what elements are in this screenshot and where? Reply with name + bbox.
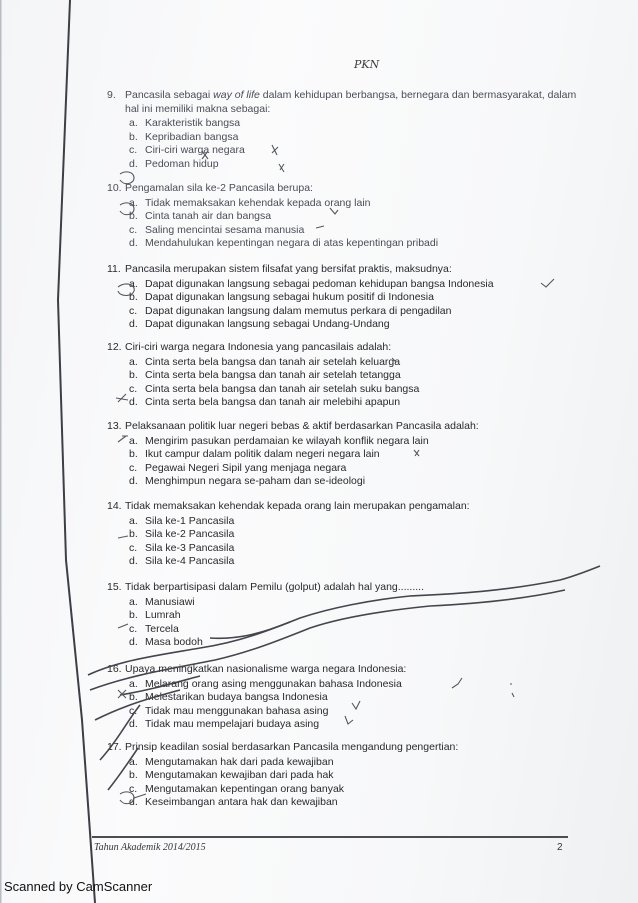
question-stem: 9. Pancasila sebagai way of life dalam kehidupan berbangsa, bernegara dan bermasyarakat, dalam hal ini memiliki makna sebagai: <box>107 89 577 115</box>
option-a: a. Mengirim pasukan perdamaian ke wilayah konflik negara lain <box>129 434 429 447</box>
question-number: 9. <box>107 89 116 101</box>
option-d: d. Dapat digunakan langsung sebagai Undang-Undang <box>129 318 390 331</box>
question-stem: 13. Pelaksanaan politik luar negeri bebas & aktif berdasarkan Pancasila adalah: <box>107 420 479 432</box>
question-number: 14. <box>107 500 122 512</box>
question-stem: 10. Pengamalan sila ke-2 Pancasila berupa: <box>107 182 313 194</box>
option-c: c. Cinta serta bela bangsa dan tanah air setelah suku bangsa <box>129 382 420 395</box>
question-stem: 15. Tidak berpartisipasi dalam Pemilu (golput) adalah hal yang......... <box>107 581 425 593</box>
question-14 <box>107 500 577 569</box>
option-d: d. Sila ke-4 Pancasila <box>129 555 235 568</box>
option-a: a. Tidak memaksakan kehendak kepada orang lain <box>129 196 371 209</box>
option-d: d. Mendahulukan kepentingan negara di atas kepentingan pribadi <box>129 237 439 250</box>
option-c: c. Dapat digunakan langsung dalam memutus perkara di pengadilan <box>129 304 452 317</box>
option-c: c. Tercela <box>129 622 179 635</box>
option-a: a. Manusiawi <box>129 595 195 608</box>
page-number: 2 <box>557 842 563 853</box>
option-c: c. Tidak mau menggunakan bahasa asing <box>129 704 329 717</box>
option-d: d. Masa bodoh <box>129 636 203 649</box>
question-16 <box>107 663 577 732</box>
option-a: a. Mengutamakan hak dari pada kewajiban <box>129 755 334 768</box>
italic-term: way of life <box>213 89 260 101</box>
option-d: d. Keseimbangan antara hak dan kewajiban <box>129 796 338 809</box>
option-b: b. Sila ke-2 Pancasila <box>129 528 235 541</box>
option-a: a. Karakteristik bangsa <box>129 117 241 130</box>
question-number: 11. <box>107 263 121 275</box>
option-c: c. Sila ke-3 Pancasila <box>129 541 235 554</box>
option-a: a. Cinta serta bela bangsa dan tanah air setelah keluarga <box>129 355 401 368</box>
question-stem: 16. Upaya meningkatkan nasionalisme warga negara Indonesia: <box>107 663 407 675</box>
handwritten-subject-mark: PKN <box>354 58 380 71</box>
question-number: 16. <box>107 663 122 675</box>
option-a: a. Sila ke-1 Pancasila <box>129 514 235 527</box>
question-stem: 12. Ciri-ciri warga negara Indonesia yang pancasilais adalah: <box>107 341 392 353</box>
option-c: c. Saling mencintai sesama manusia <box>129 223 305 236</box>
option-b: b. Ikut campur dalam politik dalam negeri negara lain <box>129 448 380 461</box>
question-stem: 11. Pancasila merupakan sistem filsafat yang bersifat praktis, maksudnya: <box>107 263 452 275</box>
question-9 <box>107 89 577 172</box>
question-number: 10. <box>107 182 122 194</box>
question-15 <box>107 581 577 650</box>
option-b: b. Melestarikan budaya bangsa Indonesia <box>129 691 328 704</box>
option-a: a. Dapat digunakan langsung sebagai pedoman kehidupan bangsa Indonesia <box>129 277 494 290</box>
option-b: b. Mengutamakan kewajiban dari pada hak <box>129 769 334 782</box>
option-d: d. Pedoman hidup <box>129 157 219 170</box>
option-b: b. Lumrah <box>129 609 181 622</box>
question-number: 12. <box>107 341 122 353</box>
footer-rule <box>92 836 568 838</box>
question-number: 17. <box>107 741 122 753</box>
question-17 <box>107 741 577 810</box>
question-stem: 14. Tidak memaksakan kehendak kepada orang lain merupakan pengamalan: <box>107 500 470 512</box>
page-fold-crease <box>58 0 95 903</box>
scanner-watermark: Scanned by CamScanner <box>4 879 153 894</box>
question-number: 15. <box>107 581 122 593</box>
question-13 <box>107 420 577 489</box>
question-12 <box>107 341 577 410</box>
question-11 <box>107 263 577 332</box>
option-b: b. Dapat digunakan langsung sebagai hukum positif di Indonesia <box>129 291 434 304</box>
question-10 <box>107 182 577 251</box>
option-b: b. Kepribadian bangsa <box>129 130 239 143</box>
question-stem: 17. Prinsip keadilan sosial berdasarkan Pancasila mengandung pengertian: <box>107 741 459 753</box>
option-d: d. Tidak mau mempelajari budaya asing <box>129 718 320 731</box>
footer-academic-year: Tahun Akademik 2014/2015 <box>94 842 206 853</box>
option-b: b. Cinta serta bela bangsa dan tanah air setelah tetangga <box>129 369 401 382</box>
option-c: c. Pegawai Negeri Sipil yang menjaga negara <box>129 461 347 474</box>
option-a: a. Melarang orang asing menggunakan bahasa Indonesia <box>129 677 402 690</box>
option-d: d. Cinta serta bela bangsa dan tanah air melebihi apapun <box>129 396 401 409</box>
option-c: c. Mengutamakan kepentingan orang banyak <box>129 782 345 795</box>
option-b: b. Cinta tanah air dan bangsa <box>129 210 272 223</box>
option-d: d. Menghimpun negara se-paham dan se-ideologi <box>129 475 366 488</box>
question-number: 13. <box>107 420 122 432</box>
option-c: c. Ciri-ciri warga negara <box>129 144 245 157</box>
